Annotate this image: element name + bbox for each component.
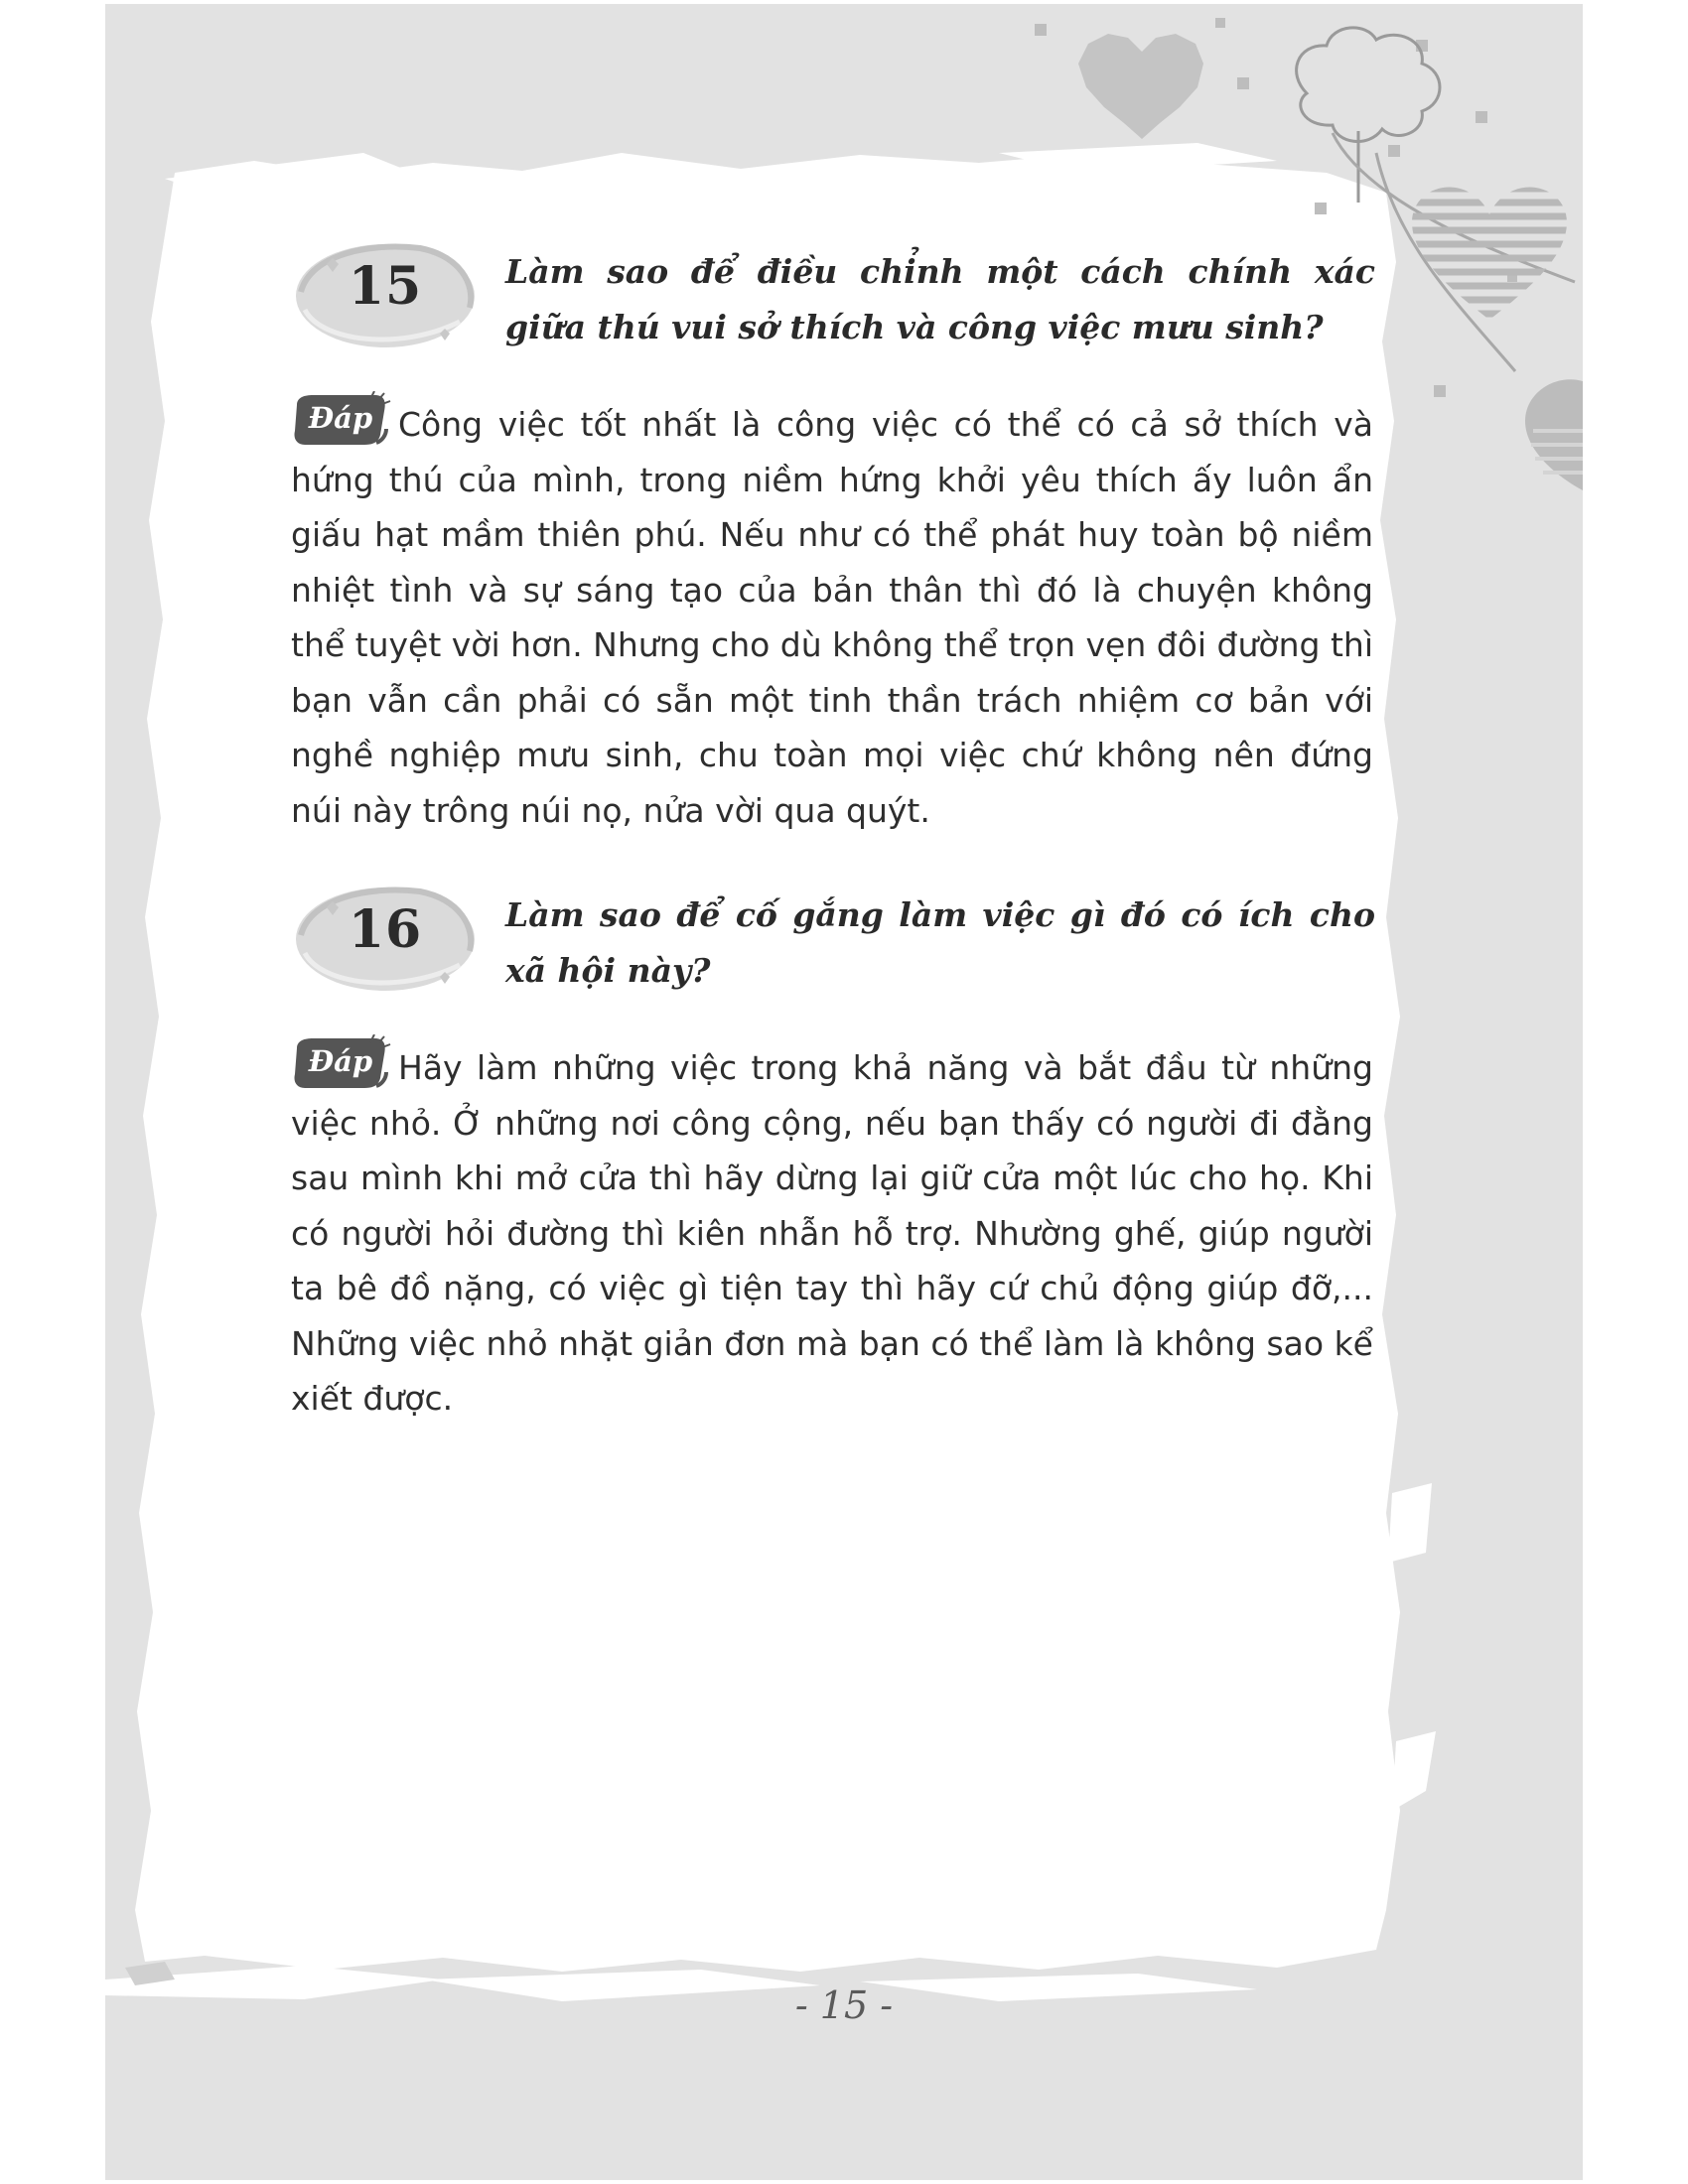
question-number: 15 xyxy=(348,256,423,317)
question-text: Làm sao để cố gắng làm việc gì đó có ích cho xã hội này? xyxy=(505,895,1375,990)
question-number-badge xyxy=(291,234,480,363)
answer-label: Đáp xyxy=(308,401,373,435)
page-number: - 15 - xyxy=(794,1983,894,2027)
answer-text: Hãy làm những việc trong khả năng và bắt đầu từ những việc nhỏ. Ở những nơi công cộng, nếu bạn thấy có người đi đằng sau mình khi mở cửa thì hãy dừng lại giữ cửa một lúc cho họ. Khi có người hỏi đường thì kiên nhẫn hỗ trợ. Nhường ghế, giúp người ta bê đồ nặng, có việc gì tiện tay thì hãy cứ chủ động giúp đỡ,... Những việc nhỏ nhặt giản đơn mà bạn có thể làm là không sao kể xiết được. xyxy=(291,1048,1373,1418)
answer-text: Công việc tốt nhất là công việc có thể có cả sở thích và hứng thú của mình, trong niềm hứng khởi yêu thích ấy luôn ẩn giấu hạt mầm thiên phú. Nếu như có thể phát huy toàn bộ niềm nhiệt tình và sự sáng tạo của bản thân thì đó là chuyện không thể tuyệt vời hơn. Nhưng cho dù không thể trọn vẹn đôi đường thì bạn vẫn cần phải có sẵn một tinh thần trách nhiệm cơ bản với nghề nghiệp mưu sinh, chu toàn mọi việc chứ không nên đứng núi này trông núi nọ, nửa vời qua quýt. xyxy=(291,405,1373,830)
question-text: Làm sao để điều chỉnh một cách chính xác giữa thú vui sở thích và công việc mưu sinh? xyxy=(505,252,1375,346)
question-number-badge xyxy=(291,878,480,1007)
question-number: 16 xyxy=(348,899,423,960)
answer-label: Đáp xyxy=(308,1044,373,1078)
